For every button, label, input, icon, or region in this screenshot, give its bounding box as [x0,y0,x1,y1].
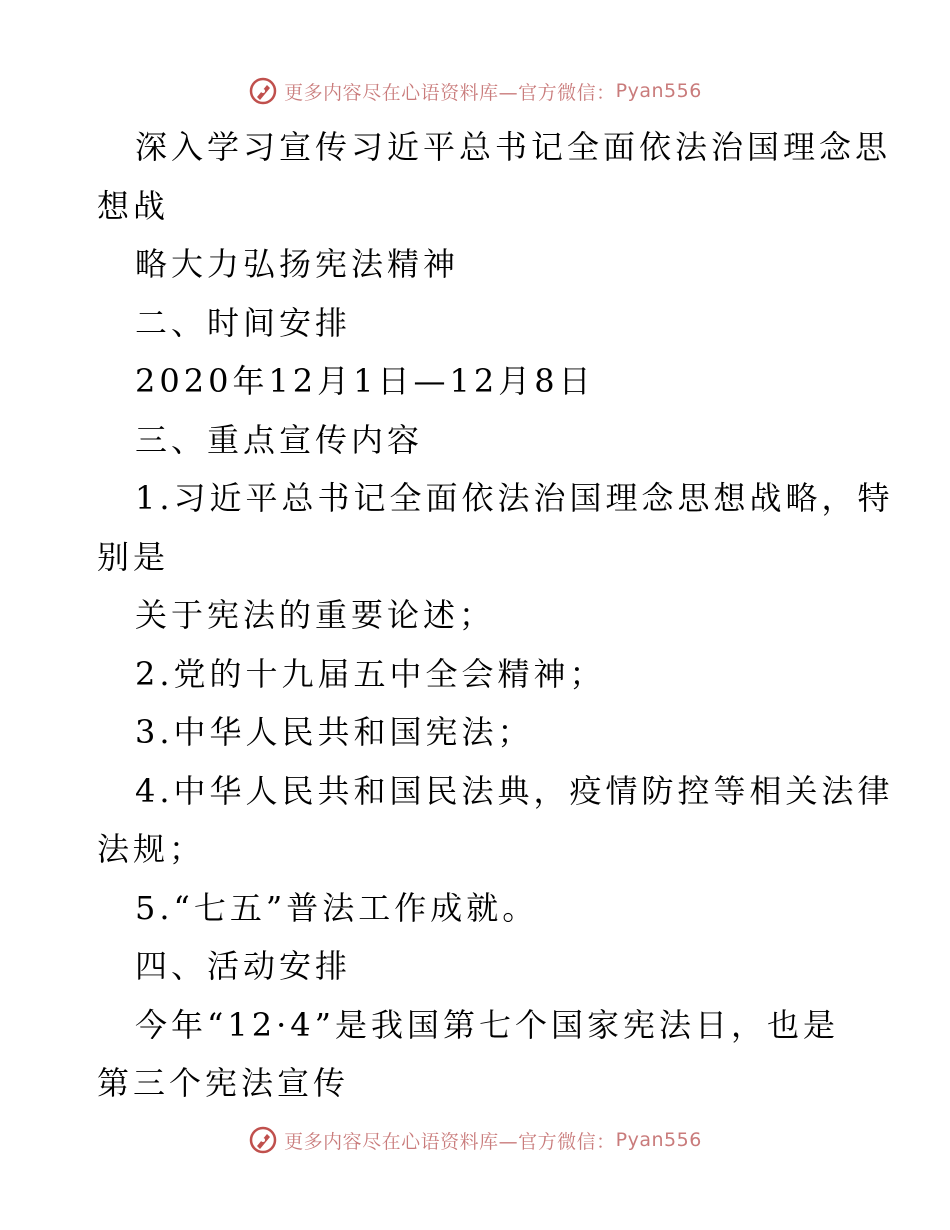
text-line: 关于宪法的重要论述； [135,596,496,634]
text-line: 深入学习宣传习近平总书记全面依法治国理念思 [135,128,892,166]
pen-logo-icon [248,1125,278,1155]
text-line: 5.“七五”普法工作成就。 [135,888,539,927]
pen-logo-icon [248,76,278,106]
text-line: 1.习近平总书记全面依法治国理念思想战略，特 [135,479,894,517]
text-line: 略大力弘扬宪法精神 [135,245,460,283]
text-line: 2020年12月1日—12月8日 [135,362,595,400]
text-line: 今年“12·4”是我国第七个国家宪法日，也是 [135,1005,839,1044]
text-line: 三、重点宣传内容 [135,420,424,459]
header-watermark [0,71,950,111]
document-body [97,118,894,1113]
text-line: 二、时间安排 [135,303,352,342]
watermark-text: 更多内容尽在心语资料库—官方微信： [284,1130,616,1153]
text-line: 法规； [97,830,206,868]
watermark-wechat-id: Pyan556 [615,1129,702,1151]
text-line: 第三个宪法宣传 [97,1064,350,1102]
watermark-wechat-id: Pyan556 [615,80,702,102]
text-line: 四、活动安排 [135,947,352,985]
text-line: 别是 [97,537,170,576]
text-line: 3.中华人民共和国宪法； [135,713,534,751]
footer-watermark [0,1120,950,1160]
text-line: 2.党的十九届五中全会精神； [135,654,606,693]
text-line: 4.中华人民共和国民法典，疫情防控等相关法律 [135,771,894,810]
watermark-text: 更多内容尽在心语资料库—官方微信： [284,81,616,104]
text-line: 想战 [97,186,170,225]
